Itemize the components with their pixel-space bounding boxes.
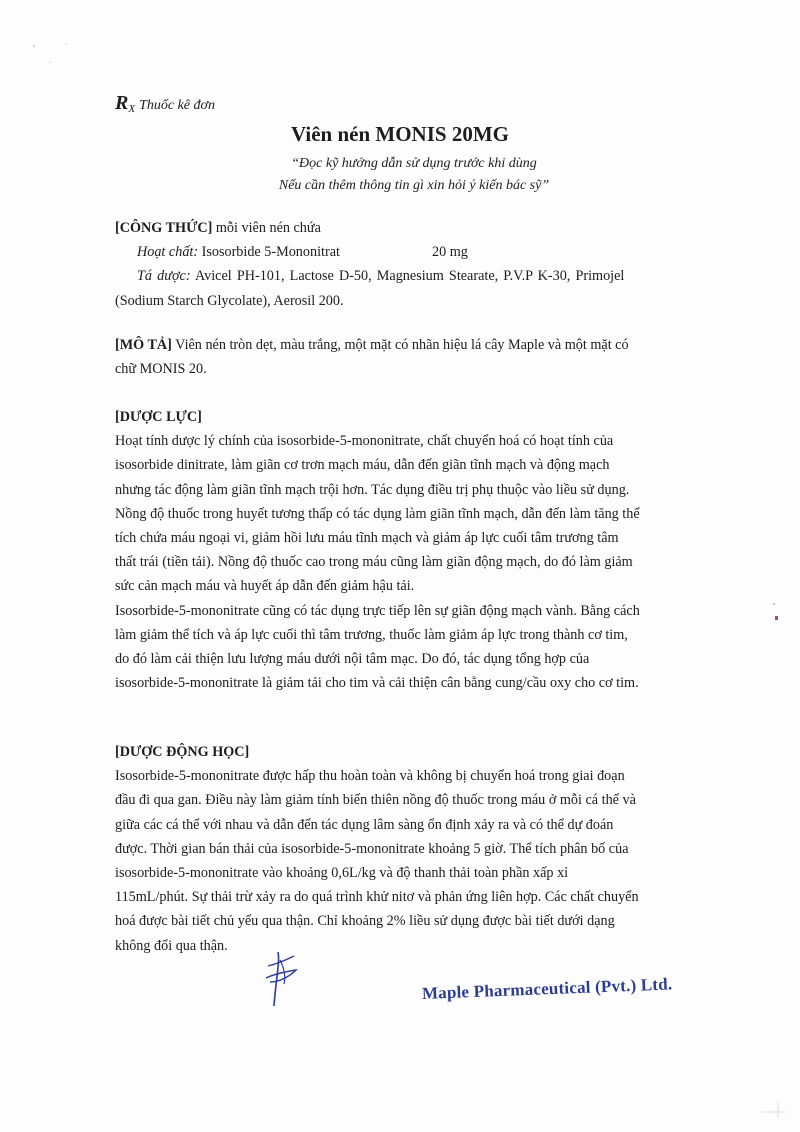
pharmacodynamics-line: Nồng độ thuốc trong huyết tương thấp có tác dụng làm giãn tĩnh mạch, dẫn đến làm tăng thể (115, 505, 640, 522)
pharmacodynamics-line: nhưng tác động làm giãn tĩnh mạch trội hơn. Tác dụng điều trị phụ thuộc vào liều sử dụng. (115, 481, 630, 498)
pharmacokinetics-line: hoá được bài tiết chủ yếu qua thận. Chỉ khoảng 2% liều sử dụng được bài tiết dưới dạng (115, 913, 615, 930)
excipient-line-2: (Sodium Starch Glycolate), Aerosil 200. (115, 292, 344, 309)
rx-symbol: R (115, 92, 129, 114)
scan-speck (30, 40, 80, 70)
pharmacodynamics-section (115, 405, 677, 695)
pharmacokinetics-line: Isosorbide-5-mononitrate được hấp thu hoàn toàn và không bị chuyển hoá trong giai đoạn (115, 768, 625, 785)
pharmacokinetics-section (115, 740, 677, 958)
pharmacodynamics-line: sức cản mạch máu và huyết áp dẫn đến giảm hậu tải. (115, 578, 415, 595)
pharmacodynamics-line: làm giảm thể tích và áp lực cuối thì tâm trương, thuốc làm giảm áp lực trong thành cơ tim, (115, 626, 628, 643)
pharmacodynamics-heading: [DƯỢC LỰC] (115, 409, 202, 425)
formula-heading: [CÔNG THỨC] (115, 220, 213, 236)
scan-speck (770, 600, 784, 630)
warning-line-2: Nếu cần thêm thông tin gì xin hỏi ý kiến bác sỹ” (278, 178, 550, 193)
active-label: Hoạt chất: (137, 244, 199, 261)
pharmacokinetics-line: đầu đi qua gan. Điều này làm giảm tính biến thiên nồng độ thuốc trong máu ở mỗi cá thể và (115, 792, 636, 809)
formula-intro: mỗi viên nén chứa (215, 220, 321, 236)
pharmacokinetics-line: giữa các cá thể với nhau và dẫn đến tác dụng lâm sàng ổn định xảy ra và có thể dự đoán (115, 816, 614, 833)
corner-mark (760, 1100, 790, 1120)
pharmacodynamics-line: Hoạt tính dược lý chính của isosorbide-5-mononitrate, chất chuyển hoá có hoạt tính của (115, 433, 614, 450)
rx-text: Thuốc kê đơn (139, 98, 215, 113)
pharmacokinetics-line: được. Thời gian bán thải của isosorbide-5-mononitrate khoảng 5 giờ. Thể tích phân bố của (115, 840, 629, 857)
description-heading: [MÔ TẢ] (115, 337, 172, 353)
pharmacodynamics-line: Isosorbide-5-mononitrate cũng có tác dụng trực tiếp lên sự giãn động mạch vành. Bằng cách (115, 602, 640, 619)
pharmacokinetics-line: isosorbide-5-mononitrate vào khoảng 0,6L/kg và độ thanh thải toàn phần xấp xỉ (115, 865, 569, 882)
pharmacokinetics-line: 115mL/phút. Sự thải trừ xảy ra do quá trình khử nitơ và phản ứng liên hợp. Các chất chuyển (115, 889, 639, 906)
pharmacodynamics-line: isosorbide-5-mononitrate là giảm tải cho tim và cải thiện cân bằng cung/cầu oxy cho cơ tim. (115, 675, 639, 692)
company-stamp: Maple Pharmaceutical (Pvt.) Ltd. (421, 974, 673, 1003)
pharmacodynamics-line: tích chứa máu ngoại vi, giảm hồi lưu máu tĩnh mạch và giảm áp lực cuối tâm trương tâm (115, 530, 619, 547)
product-title: Viên nén MONIS 20MG (291, 122, 509, 146)
pharmacodynamics-line: isosorbide dinitrate, làm giãn cơ trơn mạch máu, dẫn đến giãn tĩnh mạch và động mạch (115, 457, 610, 474)
pharmacokinetics-line: không đổi qua thận. (115, 937, 228, 954)
signature-mark (258, 948, 308, 1010)
warning-line-1: “Đọc kỹ hướng dẫn sử dụng trước khi dùng (291, 156, 537, 171)
description-section (115, 333, 677, 381)
description-line-2: chữ MONIS 20. (115, 361, 207, 378)
pharmacokinetics-heading: [DƯỢC ĐỘNG HỌC] (115, 744, 250, 760)
prescription-label (115, 92, 215, 115)
excipient-line-1: Avicel PH-101, Lactose D-50, Magnesium Stearate, P.V.P K-30, Primojel (194, 268, 625, 285)
excipient-label: Tá dược: (137, 268, 191, 285)
active-amount: 20 mg (432, 244, 468, 261)
pharmacodynamics-line: thất trái (tiền tải). Nồng độ thuốc cao trong máu cũng làm giãn động mạch, do đó làm giảm (115, 554, 633, 571)
formula-section (115, 216, 677, 313)
description-line-1: Viên nén tròn dẹt, màu trắng, một mặt có nhãn hiệu lá cây Maple và một mặt có (175, 337, 629, 353)
active-value: Isosorbide 5-Mononitrat (201, 244, 340, 261)
pharmacodynamics-line: do đó làm cải thiện lưu lượng máu dưới nội tâm mạc. Do đó, tác dụng tổng hợp của (115, 651, 590, 668)
rx-subscript: X (128, 103, 136, 115)
